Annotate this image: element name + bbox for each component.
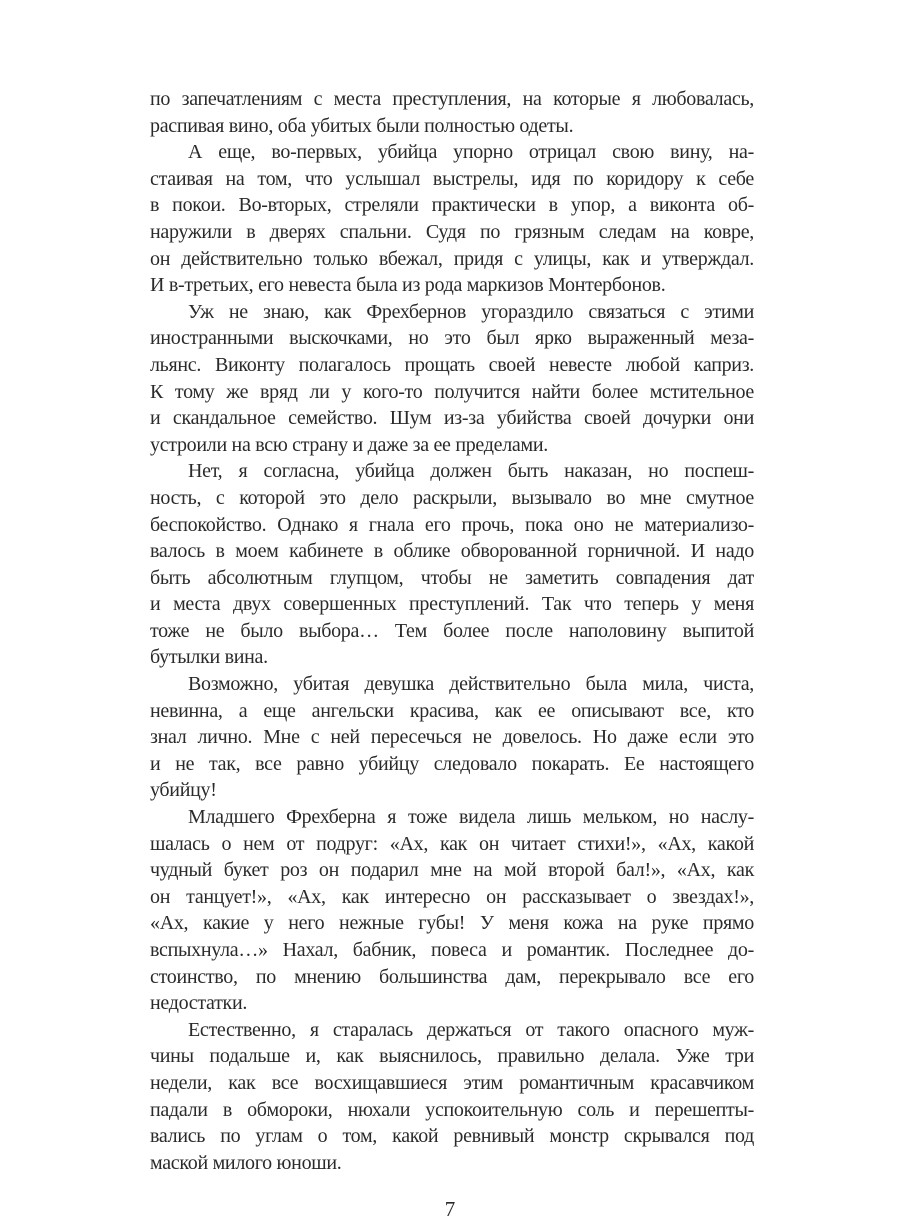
paragraph [150,86,754,139]
text-line: невинна, а еще ангельски красива, как ее описывают все, кто [150,699,754,722]
text-line: Естественно, я старалась держаться от такого опасного муж- [188,1018,754,1041]
text-line: падали в обмороки, нюхали успокоительную соль и перешепты- [150,1098,754,1121]
text-line: он танцует!», «Ах, как интересно он рассказывает о звездах!», [150,885,754,908]
text-line: и скандальное семейство. Шум из-за убийства своей дочурки они [150,407,754,430]
text-line: чудный букет роз он подарил мне на мой второй бал!», «Ах, как [150,859,754,882]
text-line: знал лично. Мне с ней пересечься не довелось. Но даже если это [150,726,754,749]
text-line: распивая вино, оба убитых были полностью одеты. [150,114,574,137]
text-line: Младшего Фрехберна я тоже видела лишь мельком, но наслу- [188,806,754,829]
text-line: Уж не знаю, как Фрехбернов угораздило связаться с этими [188,300,754,323]
text-line: недостатки. [150,992,248,1015]
text-line: ность, с которой это дело раскрыли, вызывало во мне смутное [150,486,754,509]
text-line: стаивая на том, что услышал выстрелы, идя по коридору к себе [150,167,754,190]
text-line: устроили на всю страну и даже за ее пределами. [150,433,548,456]
text-line: и места двух совершенных преступлений. Так что теперь у меня [150,593,754,616]
text-line: чины подальше и, как выяснилось, правильно делала. Уже три [150,1045,754,1068]
text-line: тоже не было выбора… Тем более после наполовину выпитой [150,619,754,642]
text-line: быть абсолютным глупцом, чтобы не заметить совпадения дат [150,566,754,589]
text-line: «Ах, какие у него нежные губы! У меня кожа на руке прямо [150,912,754,935]
text-line: бутылки вина. [150,646,268,669]
text-line: недели, как все восхищавшиеся этим романтичным красавчиком [150,1071,754,1094]
text-line: и не так, все равно убийцу следовало покарать. Ее настоящего [150,752,754,775]
text-line: шалась о нем от подруг: «Ах, как он читает стихи!», «Ах, какой [150,832,754,855]
text-line: К тому же вряд ли у кого-то получится найти более мстительное [150,380,754,403]
text-line: убийцу! [150,779,217,802]
text-line: стоинство, по мнению большинства дам, перекрывало все его [150,965,754,988]
text-line: по запечатлениям с места преступления, на которые я любовалась, [150,88,754,110]
page-body [150,0,754,1176]
text-line: в покои. Во-вторых, стреляли практически в упор, а виконта об- [150,194,754,217]
text-line: льянс. Виконту полагалось прощать своей невесте любой каприз. [150,353,754,376]
paragraph [150,804,754,1017]
paragraph [150,139,754,299]
paragraph [150,671,754,804]
text-line: маской милого юноши. [150,1151,342,1174]
paragraph [150,299,754,459]
text-line: А еще, во-первых, убийца упорно отрицал свою вину, на- [188,141,754,164]
text-line: Возможно, убитая девушка действительно была мила, чиста, [188,673,754,696]
text-line: вались по углам о том, какой ревнивый монстр скрывался под [150,1125,754,1148]
text-line: валось в моем кабинете в облике обворованной горничной. И надо [150,540,754,563]
text-line: вспыхнула…» Нахал, бабник, повеса и романтик. Последнее до- [150,939,754,961]
paragraph [150,458,754,671]
text-line: Нет, я согласна, убийца должен быть наказан, но поспеш- [188,460,754,483]
text-line: И в-третьих, его невеста была из рода маркизов Монтербонов. [150,274,666,297]
page-number: 7 [444,1197,456,1222]
text-line: беспокойство. Однако я гнала его прочь, пока оно не материализо- [150,513,754,536]
text-line: он действительно только вбежал, придя с улицы, как и утверждал. [150,247,754,270]
paragraph [150,1017,754,1177]
text-line: наружили в дверях спальни. Судя по грязным следам на ковре, [150,220,754,243]
text-line: иностранными выскочками, но это был ярко выраженный меза- [150,327,754,350]
